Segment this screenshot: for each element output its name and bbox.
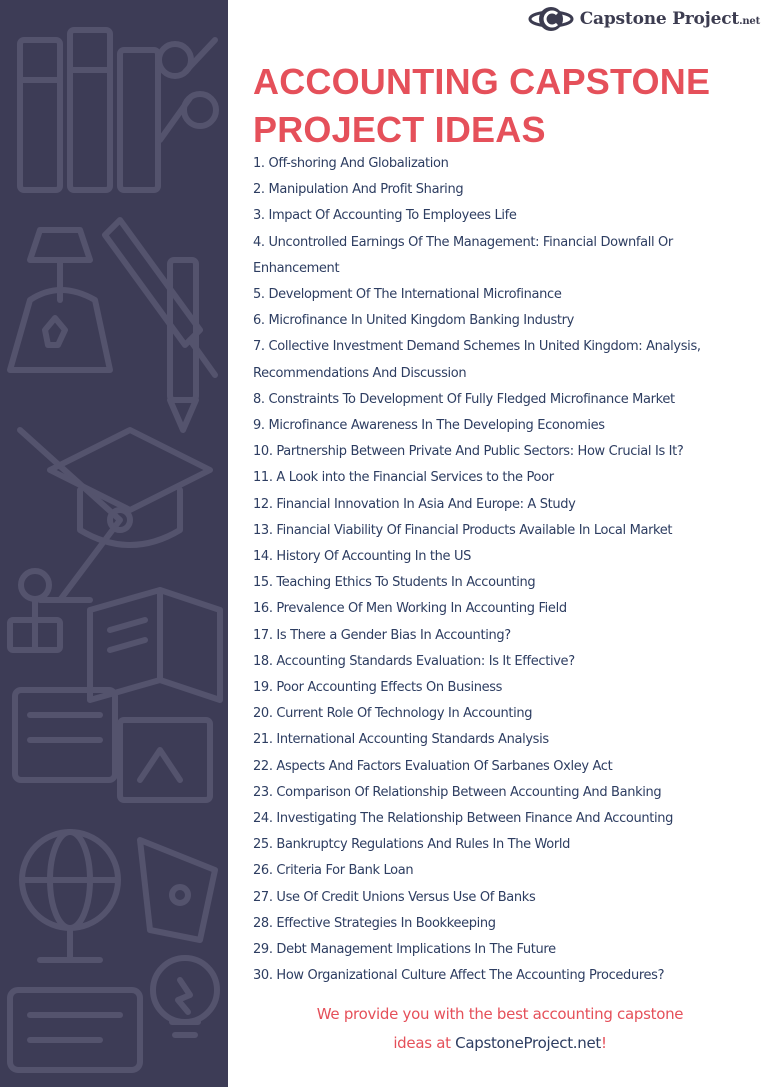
list-item: 24. Investigating The Relationship Between Finance And Accounting bbox=[253, 811, 674, 827]
footer-line-2 bbox=[253, 1029, 747, 1058]
list-item: 19. Poor Accounting Effects On Business bbox=[253, 680, 503, 696]
list-item: 14. History Of Accounting In the US bbox=[253, 549, 472, 565]
list-item: 9. Microfinance Awareness In The Developing Economies bbox=[253, 418, 605, 434]
decorative-sidebar bbox=[0, 0, 228, 1087]
frame-icon bbox=[120, 720, 210, 800]
list-item: 16. Prevalence Of Men Working In Accounting Field bbox=[253, 601, 567, 617]
brand-name bbox=[580, 9, 760, 29]
nib-icon bbox=[140, 840, 215, 940]
footer-line-1: We provide you with the best accounting capstone bbox=[316, 1005, 684, 1023]
globe-c-logo-icon bbox=[528, 4, 574, 34]
brand-suffix: .net bbox=[739, 16, 760, 27]
globe-icon bbox=[22, 832, 118, 960]
footer-suffix: ! bbox=[600, 1034, 607, 1052]
list-item: 1. Off-shoring And Globalization bbox=[253, 156, 449, 171]
list-item: 26. Criteria For Bank Loan bbox=[253, 863, 414, 879]
list-item: 20. Current Role Of Technology In Accounting bbox=[253, 706, 533, 722]
list-item: 18. Accounting Standards Evaluation: Is It Effective? bbox=[253, 653, 575, 669]
notebook-icon bbox=[15, 690, 115, 780]
list-item: 13. Financial Viability Of Financial Products Available In Local Market bbox=[253, 522, 673, 538]
books-icon bbox=[20, 30, 158, 190]
brand-logo[interactable] bbox=[528, 2, 760, 36]
title-line-1: ACCOUNTING CAPSTONE bbox=[253, 61, 711, 102]
list-item: 11. A Look into the Financial Services to the Poor bbox=[253, 470, 554, 486]
list-item: 10. Partnership Between Private And Public Sectors: How Crucial Is It? bbox=[253, 444, 684, 460]
list-item: 15. Teaching Ethics To Students In Accounting bbox=[253, 575, 536, 591]
open-book-icon bbox=[90, 590, 220, 700]
list-item: 17. Is There a Gender Bias In Accounting? bbox=[253, 627, 511, 643]
bulb-icon bbox=[153, 958, 217, 1035]
list-item: 22. Aspects And Factors Evaluation Of Sarbanes Oxley Act bbox=[253, 758, 613, 774]
list-item: 8. Constraints To Development Of Fully Fledged Microfinance Market bbox=[253, 391, 675, 407]
list-item: 4. Uncontrolled Earnings Of The Management: Financial Downfall Or Enhancement bbox=[253, 234, 673, 276]
footer-promo bbox=[253, 1000, 747, 1058]
pushpin-icon bbox=[10, 571, 60, 650]
list-item: 3. Impact Of Accounting To Employees Life bbox=[253, 208, 517, 224]
site-link[interactable]: CapstoneProject.net bbox=[455, 1034, 601, 1052]
list-item: 23. Comparison Of Relationship Between Accounting And Banking bbox=[253, 784, 662, 800]
list-item: 28. Effective Strategies In Bookkeeping bbox=[253, 915, 496, 931]
page-title bbox=[253, 58, 753, 154]
list-item: 29. Debt Management Implications In The Future bbox=[253, 942, 556, 958]
list-item: 6. Microfinance In United Kingdom Banking Industry bbox=[253, 313, 574, 329]
ideas-list bbox=[253, 151, 753, 990]
tablet-icon bbox=[10, 990, 140, 1070]
desk-lamp-icon bbox=[10, 230, 110, 370]
brand-name-text: Capstone Project bbox=[579, 9, 740, 29]
list-item: 27. Use Of Credit Unions Versus Use Of Banks bbox=[253, 889, 536, 905]
list-item: 25. Bankruptcy Regulations And Rules In The World bbox=[253, 837, 571, 853]
title-line-2: PROJECT IDEAS bbox=[253, 109, 546, 150]
doodle-pattern bbox=[0, 0, 228, 1087]
footer-prefix: ideas at bbox=[393, 1034, 456, 1052]
list-item: 12. Financial Innovation In Asia And Europe: A Study bbox=[253, 496, 576, 512]
list-item: 5. Development Of The International Microfinance bbox=[253, 287, 562, 303]
list-item: 21. International Accounting Standards Analysis bbox=[253, 732, 549, 748]
list-item: 30. How Organizational Culture Affect The Accounting Procedures? bbox=[253, 968, 665, 984]
list-item: 7. Collective Investment Demand Schemes In United Kingdom: Analysis, Recommendations And Discussion bbox=[253, 339, 701, 381]
list-item: 2. Manipulation And Profit Sharing bbox=[253, 182, 464, 198]
scissors-icon bbox=[159, 40, 216, 140]
